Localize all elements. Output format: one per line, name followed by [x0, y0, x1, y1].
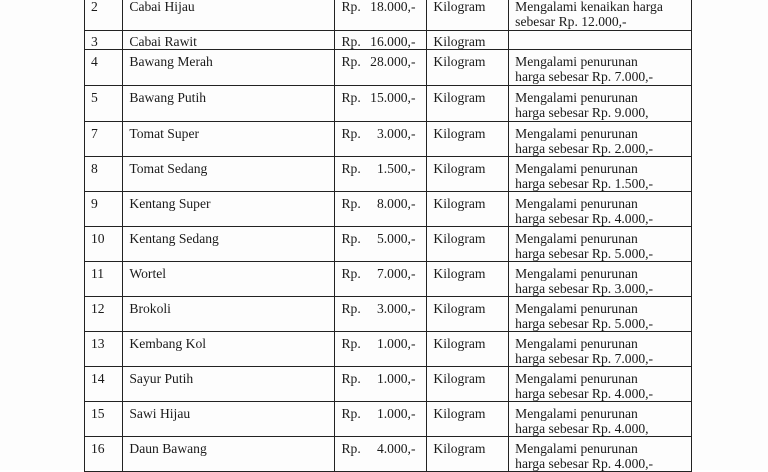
table-row — [85, 262, 692, 297]
note-line-1: Mengalami penurunan — [515, 231, 638, 246]
table-row — [85, 297, 692, 332]
table-row — [85, 192, 692, 227]
commodity-name: Tomat Super — [123, 122, 335, 157]
row-number: 11 — [85, 262, 123, 297]
note-line-2: harga sebesar Rp. 3.000,- — [515, 281, 654, 296]
row-number: 14 — [85, 367, 123, 402]
price-table-body — [85, 0, 692, 472]
note-line-1: Mengalami penurunan — [515, 266, 638, 281]
price-cell — [335, 227, 427, 262]
note-line-1: Mengalami penurunan — [515, 54, 638, 69]
price-amount: 3.000,- — [376, 126, 416, 141]
note-cell — [509, 367, 692, 402]
row-number: 16 — [85, 437, 123, 472]
note-line-2: sebesar Rp. 12.000,- — [515, 14, 627, 29]
commodity-name: Tomat Sedang — [123, 157, 335, 192]
unit-cell: Kilogram — [427, 297, 509, 332]
commodity-name: Bawang Merah — [123, 50, 335, 86]
price-amount: 16.000,- — [370, 34, 416, 49]
note-line-2: harga sebesar Rp. 4.000, — [515, 421, 649, 436]
table-row — [85, 122, 692, 157]
price-amount: 15.000,- — [370, 90, 416, 105]
note-line-2: harga sebesar Rp. 1.500,- — [515, 176, 654, 191]
currency-label: Rp. — [341, 301, 361, 316]
row-number: 15 — [85, 402, 123, 437]
table-row — [85, 367, 692, 402]
note-line-2: harga sebesar Rp. 4.000,- — [515, 386, 654, 401]
commodity-name: Daun Bawang — [123, 437, 335, 472]
note-cell — [509, 192, 692, 227]
unit-cell: Kilogram — [427, 367, 509, 402]
note-cell — [509, 0, 692, 31]
price-cell — [335, 86, 427, 122]
row-number: 2 — [85, 0, 123, 31]
price-cell — [335, 262, 427, 297]
note-line-1: Mengalami penurunan — [515, 301, 638, 316]
row-number: 7 — [85, 122, 123, 157]
price-amount: 8.000,- — [376, 196, 416, 211]
note-cell — [509, 122, 692, 157]
currency-label: Rp. — [341, 406, 361, 421]
unit-cell: Kilogram — [427, 262, 509, 297]
row-number: 5 — [85, 86, 123, 122]
note-line-2: harga sebesar Rp. 4.000,- — [515, 211, 654, 226]
currency-label: Rp. — [341, 371, 361, 386]
note-line-1: Mengalami penurunan — [515, 196, 638, 211]
table-row — [85, 86, 692, 122]
currency-label: Rp. — [341, 0, 361, 14]
commodity-name: Kentang Super — [123, 192, 335, 227]
currency-label: Rp. — [341, 336, 361, 351]
price-amount: 1.000,- — [376, 336, 416, 351]
price-cell — [335, 332, 427, 367]
price-cell — [335, 50, 427, 86]
price-cell — [335, 437, 427, 472]
note-cell — [509, 157, 692, 192]
table-row — [85, 402, 692, 437]
price-amount: 5.000,- — [376, 231, 416, 246]
note-cell — [509, 50, 692, 86]
row-number: 10 — [85, 227, 123, 262]
price-cell — [335, 192, 427, 227]
table-row — [85, 31, 692, 50]
row-number: 4 — [85, 50, 123, 86]
table-row — [85, 332, 692, 367]
price-cell — [335, 402, 427, 437]
commodity-name: Kentang Sedang — [123, 227, 335, 262]
unit-cell: Kilogram — [427, 0, 509, 31]
unit-cell: Kilogram — [427, 122, 509, 157]
note-line-2: harga sebesar Rp. 7.000,- — [515, 351, 654, 366]
commodity-name: Kembang Kol — [123, 332, 335, 367]
currency-label: Rp. — [341, 231, 361, 246]
row-number: 12 — [85, 297, 123, 332]
note-line-2: harga sebesar Rp. 5.000,- — [515, 316, 654, 331]
note-line-1: Mengalami penurunan — [515, 406, 638, 421]
commodity-name: Sawi Hijau — [123, 402, 335, 437]
note-line-1: Mengalami penurunan — [515, 336, 638, 351]
note-line-1: Mengalami penurunan — [515, 90, 638, 105]
note-line-2: harga sebesar Rp. 9.000, — [515, 105, 649, 120]
row-number: 13 — [85, 332, 123, 367]
price-amount: 28.000,- — [370, 54, 416, 69]
note-cell — [509, 332, 692, 367]
note-line-2: harga sebesar Rp. 5.000,- — [515, 246, 654, 261]
unit-cell: Kilogram — [427, 437, 509, 472]
unit-cell: Kilogram — [427, 157, 509, 192]
currency-label: Rp. — [341, 266, 361, 281]
note-cell — [509, 227, 692, 262]
note-line-2: harga sebesar Rp. 2.000,- — [515, 141, 654, 156]
note-cell — [509, 262, 692, 297]
note-line-1: Mengalami penurunan — [515, 371, 638, 386]
unit-cell: Kilogram — [427, 86, 509, 122]
table-row — [85, 50, 692, 86]
commodity-name: Cabai Rawit — [123, 31, 335, 50]
table-row — [85, 0, 692, 31]
unit-cell: Kilogram — [427, 50, 509, 86]
unit-cell: Kilogram — [427, 31, 509, 50]
price-cell — [335, 31, 427, 50]
price-amount: 4.000,- — [376, 441, 416, 456]
price-amount: 18.000,- — [370, 0, 416, 14]
unit-cell: Kilogram — [427, 192, 509, 227]
currency-label: Rp. — [341, 161, 361, 176]
note-line-1: Mengalami penurunan — [515, 161, 638, 176]
price-amount: 1.000,- — [376, 406, 416, 421]
price-cell — [335, 297, 427, 332]
note-cell — [509, 297, 692, 332]
currency-label: Rp. — [341, 441, 361, 456]
table-row — [85, 227, 692, 262]
note-cell — [509, 31, 692, 50]
row-number: 9 — [85, 192, 123, 227]
note-cell — [509, 402, 692, 437]
unit-cell: Kilogram — [427, 332, 509, 367]
commodity-name: Sayur Putih — [123, 367, 335, 402]
commodity-name: Bawang Putih — [123, 86, 335, 122]
currency-label: Rp. — [341, 196, 361, 211]
table-row — [85, 437, 692, 472]
unit-cell: Kilogram — [427, 227, 509, 262]
price-cell — [335, 0, 427, 31]
unit-cell: Kilogram — [427, 402, 509, 437]
row-number: 8 — [85, 157, 123, 192]
price-cell — [335, 367, 427, 402]
price-table — [84, 0, 692, 472]
commodity-name: Wortel — [123, 262, 335, 297]
commodity-name: Cabai Hijau — [123, 0, 335, 31]
note-cell — [509, 86, 692, 122]
commodity-name: Brokoli — [123, 297, 335, 332]
note-cell — [509, 437, 692, 472]
row-number: 3 — [85, 31, 123, 50]
price-amount: 1.500,- — [376, 161, 416, 176]
currency-label: Rp. — [341, 126, 361, 141]
currency-label: Rp. — [341, 90, 361, 105]
price-amount: 3.000,- — [376, 301, 416, 316]
price-cell — [335, 157, 427, 192]
currency-label: Rp. — [341, 34, 361, 49]
note-line-1: Mengalami penurunan — [515, 126, 638, 141]
price-amount: 1.000,- — [376, 371, 416, 386]
price-amount: 7.000,- — [376, 266, 416, 281]
note-line-2: harga sebesar Rp. 7.000,- — [515, 69, 654, 84]
note-line-1: Mengalami penurunan — [515, 441, 638, 456]
currency-label: Rp. — [341, 54, 361, 69]
note-line-2: harga sebesar Rp. 4.000,- — [515, 456, 654, 471]
price-cell — [335, 122, 427, 157]
note-line-1: Mengalami kenaikan harga — [515, 0, 663, 14]
table-row — [85, 157, 692, 192]
